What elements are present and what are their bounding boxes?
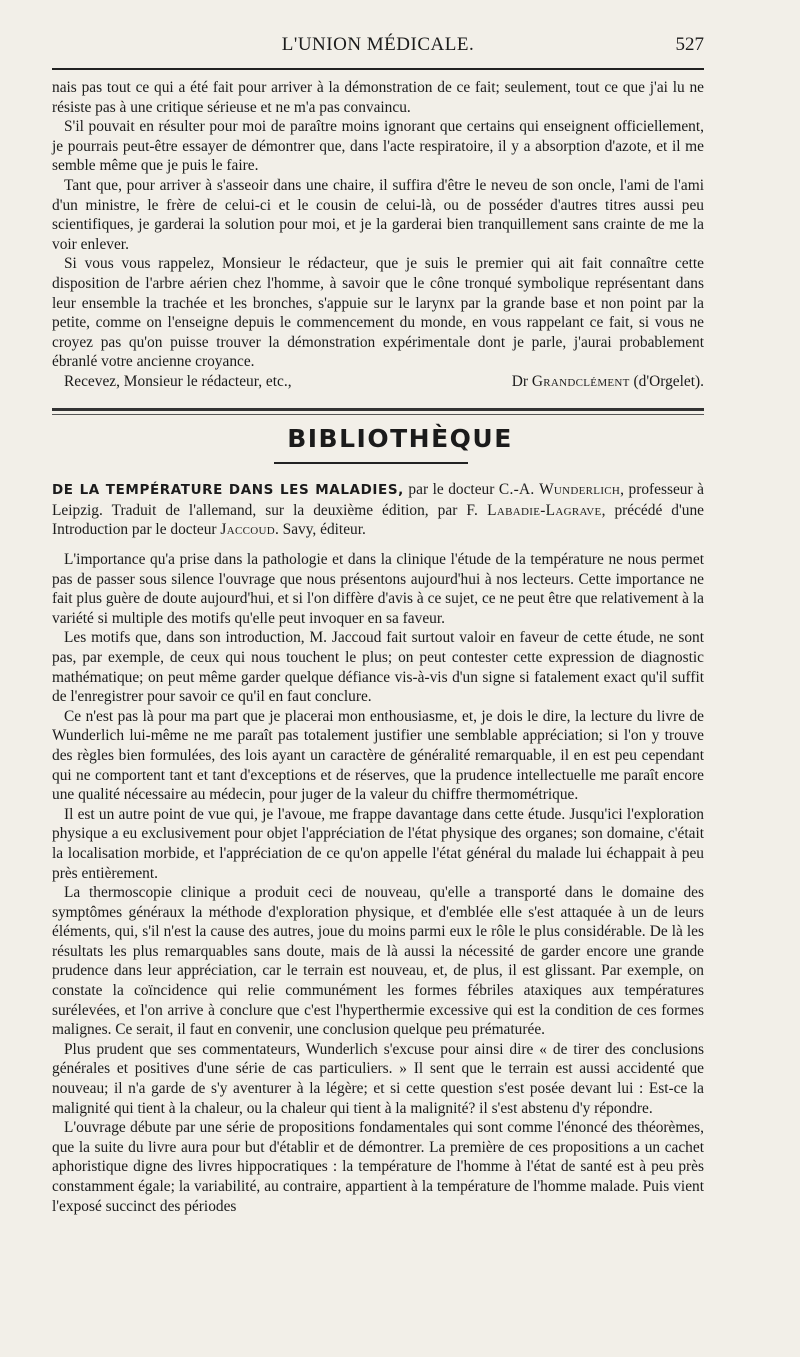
byline-text: , professeur à Leipzig. Traduit de l'allemand, sur la deuxième édition, par	[52, 481, 704, 519]
letter-signature-line	[52, 372, 704, 392]
letter-paragraph: S'il pouvait en résulter pour moi de paraître moins ignorant que certains qui enseignent officiellement, je pourrais peut-être essayer de démontrer que, dans l'acte respiratoire, il y a absorption d'azote, et il me semble même que je puis le faire.	[52, 118, 704, 175]
running-header	[52, 34, 704, 60]
article-paragraph: Ce n'est pas là pour ma part que je placerai mon enthousiasme, et, je dois le dire, la lecture du livre de Wunderlich lui-même ne me paraît pas totalement justifier une semblable appréciation; si l'on y trouve des règles bien formulées, des lois ayant un caractère de généralité remarquable, il en est peu cependant qui ne comportent tant et tant d'exceptions et de réserves, que la prudence intellectuelle me paraît encore une qualité nécessaire au médecin, pour juger de la valeur du chiffre thermométrique.	[52, 707, 704, 804]
letter-continuation	[52, 78, 704, 392]
header-rule	[52, 68, 704, 70]
intro-author-name: Jaccoud	[220, 521, 275, 539]
signature-name: Grandclément	[531, 372, 630, 390]
author-initials: C.-A.	[498, 481, 535, 498]
article-paragraph: Il est un autre point de vue qui, je l'avoue, me frappe davantage dans cette étude. Jusqu'ici l'exploration physique a eu exclusivement pour objet l'appréciation de l'état physique des organes; son domaine, c'était la localisation morbide, et l'appréciation de ce qu'on appelle l'état général du malade lui échappait à peu près entièrement.	[52, 805, 704, 882]
letter-paragraph: Si vous vous rappelez, Monsieur le rédacteur, que je suis le premier qui ait fait connaître cette disposition de l'arbre aérien chez l'homme, à savoir que le cône tronqué symbolique représentant dans leur ensemble la trachée et les bronches, s'appuie sur le larynx par la grande base et non point par la petite, comme on l'enseigne depuis le commencement du monde, en vous rappelant ce fait, si vous ne croyez pas qu'on puisse trouver la démonstration expérimentale dont je parle, j'aurai probablement ébranlé votre ancienne croyance.	[52, 255, 704, 371]
translator-initial: F.	[466, 501, 479, 519]
signature-suffix: (d'Orgelet).	[633, 372, 704, 390]
article-title: DE LA TEMPÉRATURE DANS LES MALADIES,	[52, 482, 404, 498]
letter-closing: Recevez, Monsieur le rédacteur, etc.,	[64, 372, 292, 390]
byline-text: par le docteur	[408, 481, 495, 498]
section-title-underline	[274, 462, 468, 464]
article-paragraph: Les motifs que, dans son introduction, M. Jaccoud fait surtout valoir en faveur de cette étude, ne sont pas, par exemple, de ceux qui nous touchent le plus; on peut contester cette expression de diagnostic mathématique; on peut même garder quelque défiance vis-à-vis d'un signe si fatalement exact qu'il suffit de l'enregistrer pour savoir ce qu'il en faut conclure.	[52, 629, 704, 706]
section-divider	[52, 408, 704, 415]
article-body	[52, 550, 704, 1216]
letter-paragraph: nais pas tout ce qui a été fait pour arriver à la démonstration de ce fait; seulement, tout ce que j'ai lu ne résiste pas à une critique sérieuse et ne m'a pas convaincu.	[52, 79, 704, 116]
article-paragraph: L'ouvrage débute par une série de propositions fondamentales qui sont comme l'énoncé des théorèmes, que la suite du livre aura pour but d'établir et de démontrer. La première de ces propositions a un cachet aphoristique digne des livres hippocratiques : la température de l'homme à l'état de santé est à peu près constamment égale; la variabilité, au contraire, appartient à la température de l'homme malade. Puis vient l'exposé succinct des périodes	[52, 1119, 704, 1215]
byline-text: . Savy, éditeur.	[274, 521, 366, 539]
signature-prefix: Dr	[511, 372, 528, 390]
article-paragraph: L'importance qu'a prise dans la pathologie et dans la clinique l'étude de la température ne nous permet pas de passer sous silence l'ouvrage que nous présentons aujourd'hui à nos lecteurs. Cette importance ne fait plus guère de doute aujourd'hui, et si l'on diffère d'avis à ce sujet, ce ne peut être que relativement à la variété si multiple des motifs qu'elle peut invoquer en sa faveur.	[52, 551, 704, 627]
article-heading	[52, 480, 704, 540]
author-name: Wunderlich	[539, 481, 621, 498]
article-paragraph: La thermoscopie clinique a produit ceci de nouveau, qu'elle a transporté dans le domaine des symptômes généraux la méthode d'exploration physique, et d'emblée elle s'est attaquée à un de leurs éléments, qui, s'il n'est la cause des autres, joue du moins parmi eux le rôle le plus considérable. De là les résultats les plus remarquables sans doute, mais de là aussi la nécessité de garder encore une grande prudence dans leur appréciation, car le terrain est nouveau, et, de plus, il est glissant. Par exemple, on constate la coïncidence qui relie communément les formes fébriles ataxiques aux températures surélevées, et l'on arrive à conclure que c'est l'hyperthermie excessive qui est la condition de ces formes malignes. Ce serait, il faut en convenir, une conclusion quelque peu prématurée.	[52, 884, 704, 1039]
section-title: BIBLIOTHÈQUE	[287, 424, 513, 453]
article-paragraph: Plus prudent que ses commentateurs, Wunderlich s'excuse pour ainsi dire « de tirer des conclusions générales et positives d'une série de cas particuliers. » Il sent que le terrain est aussi accidenté que nouveau; il n'a garde de s'y aventurer à la légère; et si cette question s'est posée devant lui : Est-ce la malignité qui tient à la chaleur, ou la chaleur qui tient à la malignité? il s'est abstenu d'y répondre.	[52, 1040, 704, 1117]
page-number: 527	[675, 34, 704, 55]
letter-paragraph: Tant que, pour arriver à s'asseoir dans une chaire, il suffira d'être le neveu de son oncle, l'ami de l'ami d'un ministre, le frère de celui-ci et le cousin de celui-là, ou de posséder d'autres titres aussi peu scientifiques, je garderai la solution pour moi, et je la garderai bien tranquillement sans crainte de me la voir enlever.	[52, 176, 704, 253]
translator-name: Labadie-Lagrave	[487, 501, 602, 519]
journal-title: L'UNION MÉDICALE.	[281, 34, 475, 55]
byline-text: , précédé d'une Introduction par le docteur	[52, 501, 704, 539]
